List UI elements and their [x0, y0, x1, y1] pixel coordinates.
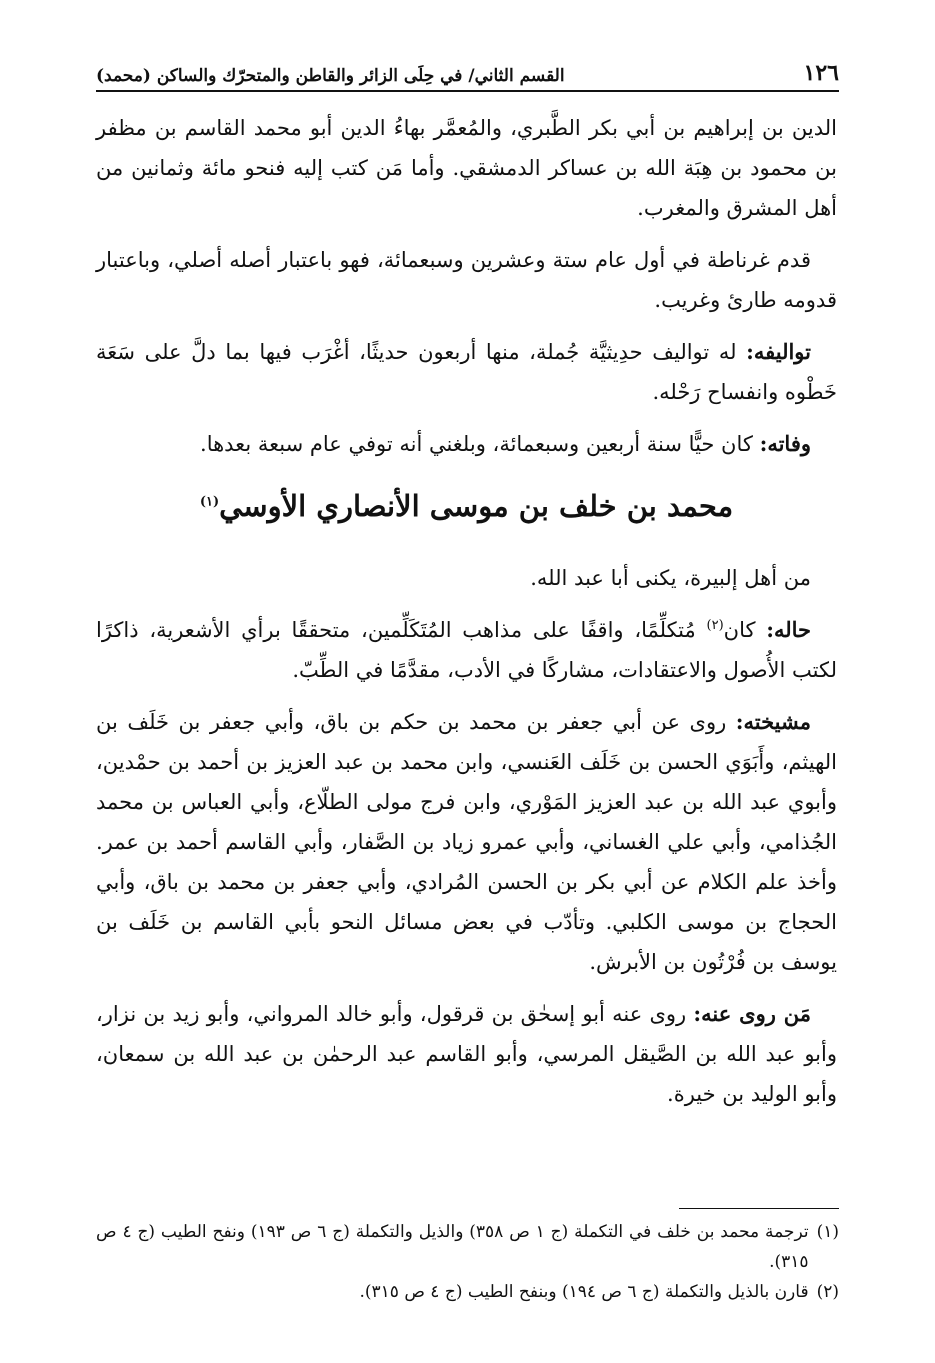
paragraph-students	[96, 994, 837, 1114]
heading-text: محمد بن خلف بن موسى الأنصاري الأوسي	[219, 489, 734, 523]
paragraph-arrival: قدم غرناطة في أول عام ستة وعشرين وسبعمائة، فهو باعتبار أصله أصلي، وباعتبار قدومه طارئ وغريب.	[96, 248, 837, 312]
footnote-2	[96, 1277, 839, 1307]
status-footnote-ref: (٢)	[706, 618, 724, 633]
paragraph-death	[96, 424, 837, 464]
section-label-status: حاله:	[766, 617, 812, 642]
teachers-text: روى عن أبي جعفر بن محمد بن حكم بن باق، وأبي جعفر بن خَلَف بن الهيثم، وأَبَوَي الحسن بن خَلَف العَنسي، وابن محمد بن عبد العزيز بن أحمد بن حمْدين، وأبوي عبد الله بن عبد العزيز المَوْري، وابن فرج مولى الطلّاع، وأبي العباس بن محمد الجُذامي، وأبي علي الغساني، وأبي عمرو زياد بن الصَّفار، وأبي القاسم أحمد بن عمر. وأخذ علم الكلام عن أبي بكر بن الحسن المُرادي، وأبي جعفر بن محمد بن باق، وأبي الحجاج بن موسى الكلبي. وتأدّب في بعض مسائل النحو بأبي القاسم بن خَلَف بن يوسف بن فُرْتُون بن الأبرش.	[96, 710, 837, 974]
paragraph-teachers	[96, 702, 837, 982]
status-text: مُتكلِّمًا، واقفًا على مذاهب المُتَكَلِّمين، متحققًا برأي الأشعرية، ذاكرًا لكتب الأُصول والاعتقادات، مشاركًا في الأدب، مقدَّمًا في الطِّبّ.	[96, 618, 837, 682]
footnote-text: قارن بالذيل والتكملة (ج ٦ ص ١٩٤) وبنفح الطيب (ج ٤ ص ٣١٥).	[359, 1282, 809, 1302]
footnote-number: (٢)	[816, 1282, 839, 1302]
running-head: القسم الثاني/ في حِلَى الزائر والقاطن والمتحرّك والساكن (محمد)	[96, 66, 565, 86]
page-body	[96, 108, 837, 1126]
section-label-students: مَن روى عنه:	[693, 1001, 811, 1026]
status-pre: كان	[723, 618, 767, 642]
page-number: ١٢٦	[803, 60, 839, 86]
footnote-rule	[679, 1208, 839, 1209]
paragraph-works	[96, 332, 837, 412]
page-header	[96, 58, 839, 92]
biography-heading	[96, 484, 837, 528]
footnote-text: ترجمة محمد بن خلف في التكملة (ج ١ ص ٣٥٨) والذيل والتكملة (ج ٦ ص ١٩٣) ونفح الطيب (ج ٤ ص ٣١٥).	[96, 1222, 809, 1272]
section-label-teachers: مشيخته:	[735, 709, 811, 734]
footnote-1	[96, 1217, 839, 1277]
paragraph-status	[96, 610, 837, 690]
works-text: له تواليف حدِيثيَّة جُملة، منها أربعون حديثًا، أغْرَب فيها بما دلَّ على سَعَة خَطْوه وانفساح رَحْله.	[96, 340, 837, 404]
students-text: روى عنه أبو إسحٰق بن قرقول، وأبو خالد المرواني، وأبو زيد بن نزار، وأبو عبد الله بن الصَّيقل المرسي، وأبو القاسم عبد الرحمٰن بن عبد الله بن سمعان، وأبو الوليد بن خيرة.	[96, 1002, 837, 1106]
heading-footnote-ref: (١)	[199, 494, 220, 510]
paragraph-continued: الدين بن إبراهيم بن أبي بكر الطَّبري، والمُعمَّر بهاءُ الدين أبو محمد القاسم بن مظفر بن محمود بن هِبَة الله بن عساكر الدمشقي. وأما مَن كتب إليه فنحو مائة وثمانين من أهل المشرق والمغرب.	[96, 116, 837, 220]
footnotes	[96, 1208, 839, 1307]
footnote-number: (١)	[816, 1222, 839, 1242]
paragraph-origin: من أهل إلبيرة، يكنى أبا عبد الله.	[530, 566, 811, 590]
section-label-works: تواليفه:	[746, 339, 811, 364]
section-label-death: وفاته:	[759, 431, 811, 456]
death-text: كان حيًّا سنة أربعين وسبعمائة، وبلغني أنه توفي عام سبعة بعدها.	[200, 432, 760, 456]
